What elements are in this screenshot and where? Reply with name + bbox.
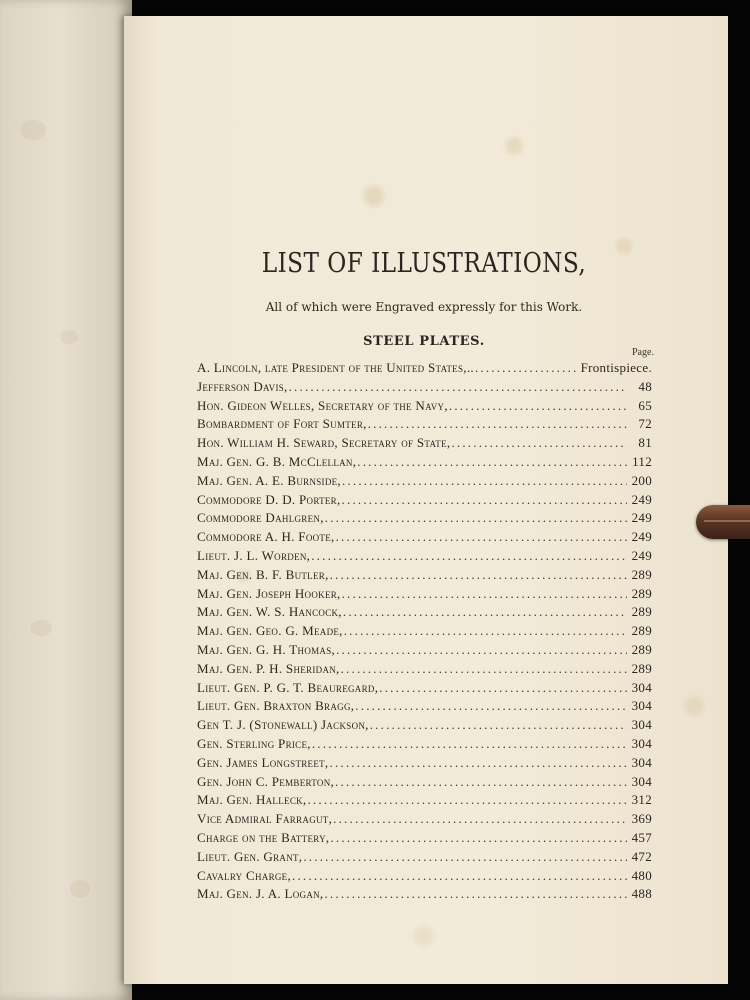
page-number: 289 [631,604,652,620]
illustration-name: Maj. Gen. Joseph Hooker, [197,585,341,601]
dot-leader [355,698,627,714]
dot-leader [330,830,627,846]
page-number: 304 [631,754,652,770]
illustration-name: Commodore A. H. Foote, [197,529,335,545]
list-item [197,755,652,774]
illustration-name: Maj. Gen. G. H. Thomas, [197,641,336,657]
illustration-name: Maj. Gen. P. H. Sheridan, [197,660,340,676]
page-number: 472 [631,848,652,864]
illustration-name: Commodore D. D. Porter, [197,491,341,507]
dot-leader [325,510,627,526]
dot-leader [312,736,627,752]
illustration-name: Cavalry Charge, [197,867,292,883]
page-number: 249 [631,547,652,563]
page-number: 304 [631,735,652,751]
illustration-name: Hon. William H. Seward, Secretary of State, [197,435,451,451]
page-subtitle: All of which were Engraved expressly for this Work. [265,300,583,314]
illustration-name: Jefferson Davis, [197,378,288,394]
illustration-name: Lieut. Gen. Grant, [197,848,303,864]
page-number: 249 [631,491,652,507]
page-number: 65 [638,397,652,413]
paper-stain [70,880,90,898]
list-item [197,492,652,511]
list-item [197,567,652,586]
list-item [197,774,652,793]
list-item [197,435,652,454]
bookmark-ribbon [696,505,750,539]
dot-leader [342,492,627,508]
page-number: 312 [631,792,652,808]
paper-stain [20,120,46,140]
illustration-name: Lieut. Gen. Braxton Bragg, [197,698,355,714]
illustration-name: Gen T. J. (Stonewall) Jackson, [197,717,369,733]
dot-leader [330,755,628,771]
dot-leader [303,849,627,865]
list-item [197,529,652,548]
page-number: 488 [631,886,652,902]
illustration-name: Maj. Gen. Halleck, [197,792,307,808]
list-item [197,604,652,623]
list-item [197,792,652,811]
list-item [197,811,652,830]
page-number: 289 [631,566,652,582]
list-item [197,736,652,755]
illustration-name: Hon. Gideon Welles, Secretary of the Navy, [197,397,448,413]
page-number: 249 [631,529,652,545]
dot-leader [451,435,627,451]
page-number: 249 [631,510,652,526]
section-heading: STEEL PLATES. [363,334,485,349]
dot-leader [342,586,627,602]
list-item [197,360,652,379]
page-number: 289 [631,641,652,657]
list-item [197,510,652,529]
page-number: 72 [638,416,652,432]
illustration-name: Maj. Gen. W. S. Hancock, [197,604,342,620]
list-item [197,830,652,849]
page-number: 304 [631,679,652,695]
illustration-name: Maj. Gen. G. B. McClellan, [197,453,357,469]
list-item [197,698,652,717]
dot-leader [336,642,627,658]
paper-stain [30,620,52,636]
page-number: 480 [631,867,652,883]
list-item [197,886,652,905]
page-number: 200 [631,472,652,488]
page-number: 48 [638,378,652,394]
page-number: 369 [631,811,652,827]
illustration-name: A. Lincoln, late President of the United States,.. [197,360,474,375]
list-item [197,717,652,736]
left-page [0,0,132,1000]
dot-leader [370,717,627,733]
illustration-name: Bombardment of Fort Sumter, [197,416,367,432]
dot-leader [311,548,627,564]
page-number: 289 [631,660,652,676]
illustration-name: Commodore Dahlgren, [197,510,324,526]
illustration-name: Gen. James Longstreet, [197,754,329,770]
dot-leader [344,623,627,639]
page-number: 304 [631,698,652,714]
illustration-name: Maj. Gen. B. F. Butler, [197,566,329,582]
page-number: 289 [631,585,652,601]
page-number: 112 [632,453,652,469]
list-item [197,398,652,417]
page-column-label: Page. [632,347,654,358]
list-item [197,849,652,868]
dot-leader [357,454,627,470]
page-number: 289 [631,623,652,639]
illustration-name: Maj. Gen. A. E. Burnside, [197,472,341,488]
list-item [197,642,652,661]
dot-leader [307,792,627,808]
dot-leader [368,416,627,432]
dot-leader [324,886,627,902]
dot-leader [379,680,627,696]
illustration-name: Maj. Gen. Geo. G. Meade, [197,623,343,639]
dot-leader [330,567,627,583]
list-item [197,379,652,398]
page-number: Frontispiece. [580,360,652,375]
list-item [197,680,652,699]
illustration-name: Maj. Gen. J. A. Logan, [197,886,324,902]
paper-stain [60,330,78,344]
list-item [197,416,652,435]
list-item [197,454,652,473]
dot-leader [292,868,627,884]
dot-leader [333,811,627,827]
page-title: LIST OF ILLUSTRATIONS, [261,248,587,279]
right-page [124,16,728,984]
page-number: 304 [631,717,652,733]
page-number: 81 [638,435,652,451]
page-number: 304 [631,773,652,789]
list-item [197,586,652,605]
dot-leader [335,774,627,790]
illustration-name: Lieut. J. L. Worden, [197,547,311,563]
dot-leader [343,604,627,620]
dot-leader [336,529,627,545]
dot-leader [341,661,627,677]
list-item [197,548,652,567]
dot-leader [342,473,627,489]
illustration-name: Vice Admiral Farragut, [197,811,333,827]
page-number: 457 [631,829,652,845]
dot-leader [449,398,627,414]
list-item [197,623,652,642]
illustration-name: Lieut. Gen. P. G. T. Beauregard, [197,679,379,695]
dot-leader [475,360,578,376]
illustration-name: Charge on the Battery, [197,829,330,845]
list-item [197,661,652,680]
dot-leader [289,379,627,395]
list-item [197,868,652,887]
list-item [197,473,652,492]
illustration-name: Gen. John C. Pemberton, [197,773,335,789]
illustrations-list [197,360,652,905]
illustration-name: Gen. Sterling Price, [197,735,311,751]
